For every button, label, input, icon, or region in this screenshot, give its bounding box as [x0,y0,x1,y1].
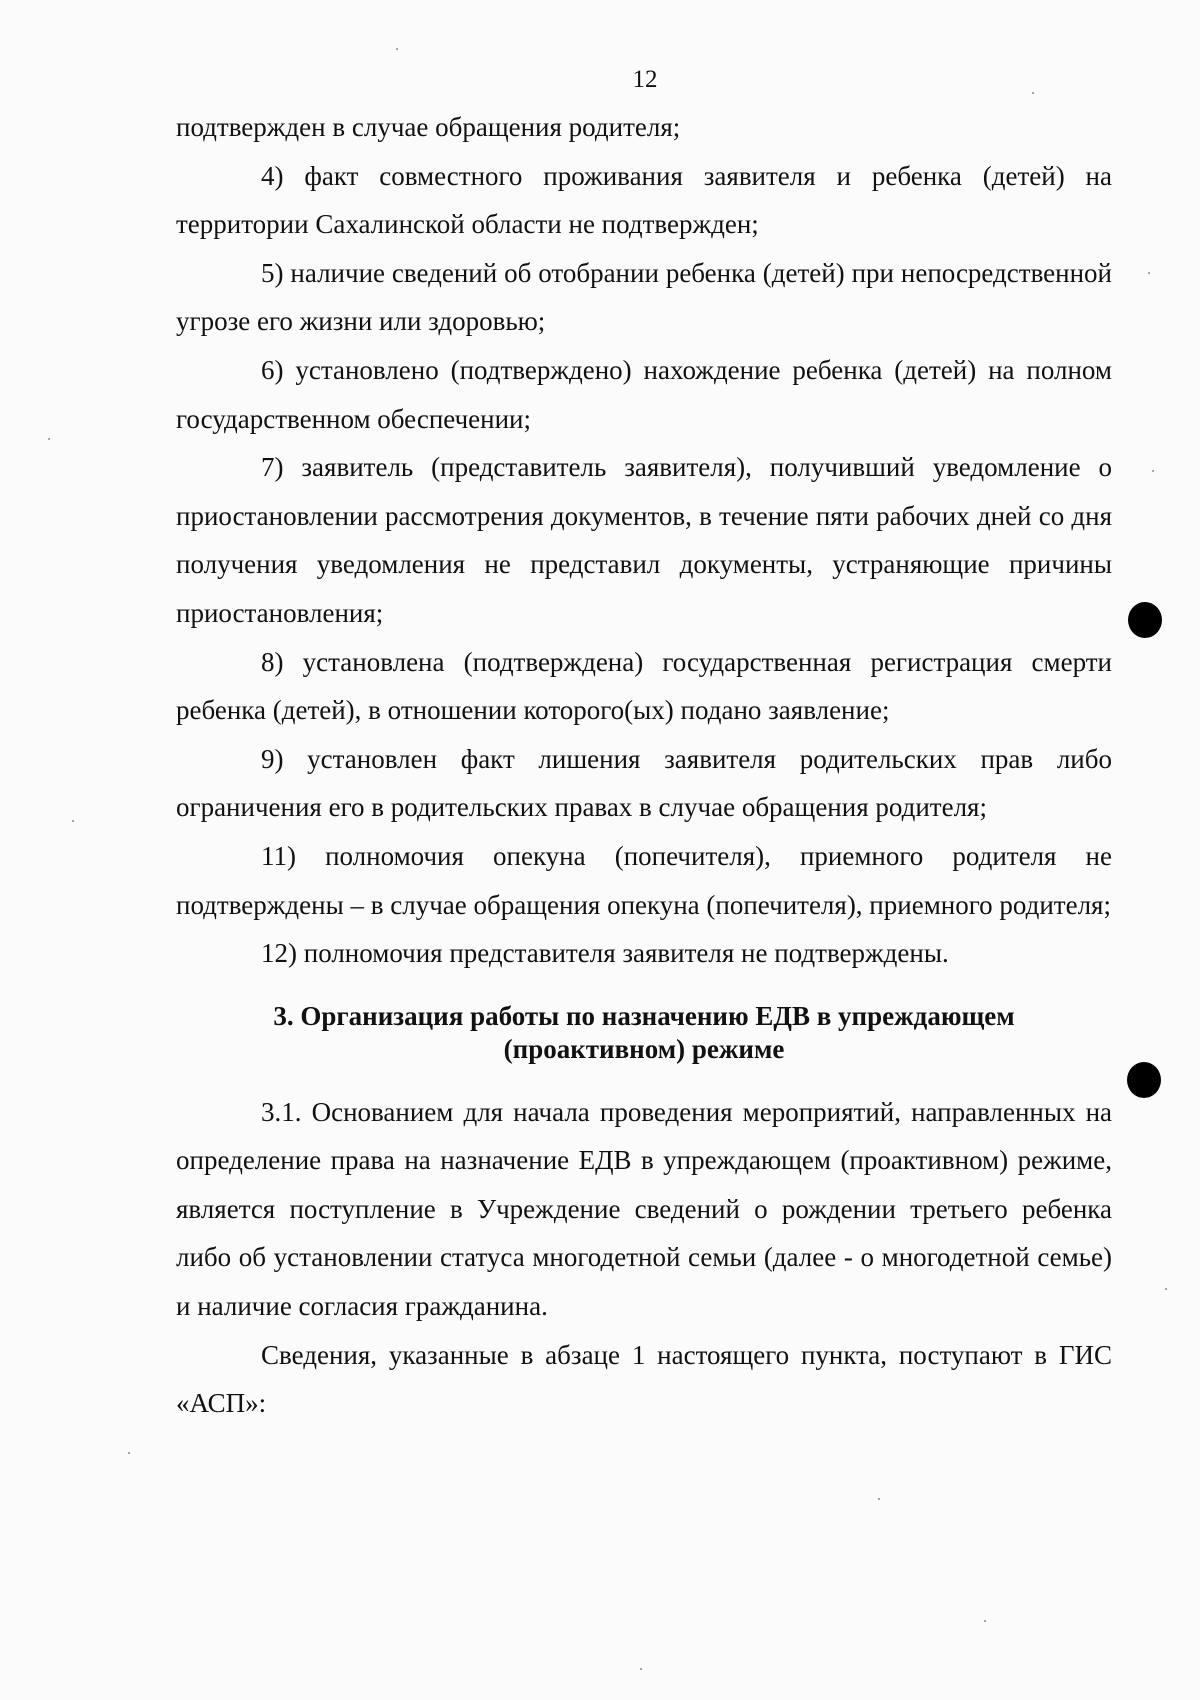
scan-speck [1032,92,1034,94]
scan-speck [396,48,398,50]
scan-speck [1165,1288,1167,1290]
list-item-9: 9) установлен факт лишения заявителя родительских прав либо ограничения его в родительских правах в случае обращения родителя; [176,743,1112,823]
section-title-line-1: 3. Организация работы по назначению ЕДВ в упреждающем [273,1000,1015,1031]
page-number: 12 [632,66,658,93]
list-item-4: 4) факт совместного проживания заявителя и ребенка (детей) на территории Сахалинской области не подтвержден; [176,160,1112,240]
list-item-12: 12) полномочия представителя заявителя не подтверждены. [261,938,949,969]
scan-speck [72,820,74,822]
scan-speck [640,1668,642,1670]
list-item-5: 5) наличие сведений об отобрании ребенка (детей) при непосредственной угрозе его жизни или здоровью; [176,257,1112,337]
section-title [176,1000,1112,1066]
section-title-line-2: (проактивном) режиме [503,1033,785,1064]
list-item-11: 11) полномочия опекуна (попечителя), приемного родителя не подтверждены – в случае обращения опекуна (попечителя), приемного родителя; [176,840,1112,920]
list-item-8: 8) установлена (подтверждена) государственная регистрация смерти ребенка (детей), в отношении которого(ых) подано заявление; [176,646,1112,726]
scan-speck [1152,470,1154,472]
hole-punch-mark [1128,602,1162,638]
list-item-6: 6) установлено (подтверждено) нахождение ребенка (детей) на полном государственном обеспечении; [176,354,1112,434]
document-body [176,103,1112,1428]
scan-speck [48,438,50,440]
scan-speck [1148,272,1150,274]
scan-speck [878,1498,880,1500]
paragraph-3-1: 3.1. Основанием для начала проведения мероприятий, направленных на определение права на назначение ЕДВ в упреждающем (проактивном) режиме, является поступление в Учреждение сведений о рождении третьего ребенка либо об установлении статуса многодетной семьи (далее - о многодетной семье) и наличие согласия гражданина. [176,1096,1112,1322]
scan-speck [984,1620,986,1622]
scan-speck [128,1452,130,1454]
hole-punch-mark [1127,1062,1161,1098]
paragraph-continuation: подтвержден в случае обращения родителя; [176,112,681,142]
list-item-7: 7) заявитель (представитель заявителя), получивший уведомление о приостановлении рассмотрения документов, в течение пяти рабочих дней со дня получения уведомления не представил документы, устраняющие причины приостановления; [176,452,1112,628]
paragraph-sources: Сведения, указанные в абзаце 1 настоящего пункта, поступают в ГИС «АСП»: [176,1339,1112,1419]
